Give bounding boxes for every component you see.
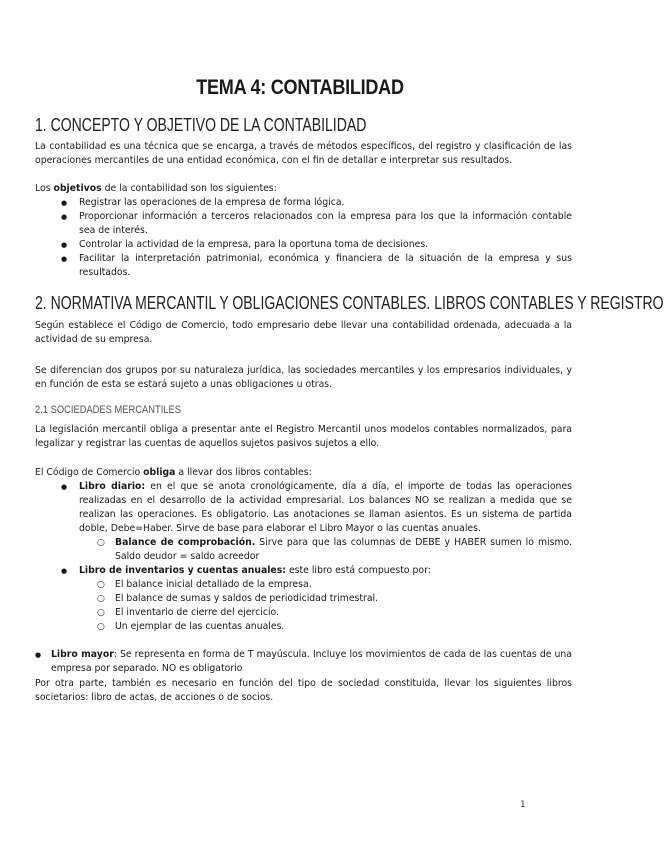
final-paragraph: Por otra parte, también es necesario en función del tipo de sociedad constituida, llevar los siguientes libros societarios: libro de actas, de acciones o de socios. bbox=[35, 678, 572, 703]
list-item-libro-inventarios bbox=[35, 564, 572, 578]
libro-mayor-label: Libro mayor bbox=[51, 649, 114, 660]
balance-text: Sirve para que las columnas de DEBE y HABER sumen lo mismo. Saldo deudor = saldo acreedor bbox=[115, 537, 572, 562]
list-item: ● Controlar la actividad de la empresa, para la oportuna toma de decisiones. bbox=[35, 238, 572, 252]
balance-label: Balance de comprobación. bbox=[115, 537, 256, 548]
objectives-suffix: de la contabilidad son los siguientes: bbox=[101, 183, 277, 194]
section-2-paragraph-2: Se diferencian dos grupos por su naturaleza jurídica, las sociedades mercantiles y los empresarios individuales, y en función de esta se estará sujeto a unas obligaciones u otras. bbox=[35, 365, 572, 390]
code-prefix: El Código de Comercio bbox=[35, 467, 144, 478]
list-item: ● Proporcionar información a terceros relacionados con la empresa para los que la información contable sea de interés. bbox=[35, 210, 572, 238]
libro-mayor-text: : Se representa en forma de T mayúscula. Incluye los movimientos de cada de las cuentas de una empresa por separado. NO es obligatorio bbox=[51, 649, 572, 674]
code-suffix: a llevar dos libros contables: bbox=[175, 467, 312, 478]
list-item-balance bbox=[35, 536, 572, 564]
document-title: TEMA 4: CONTABILIDAD bbox=[196, 76, 404, 99]
list-item: ○ El balance inicial detallado de la empresa. bbox=[35, 578, 572, 592]
objectives-prefix: Los bbox=[35, 183, 54, 194]
list-item: ○ El balance de sumas y saldos de periodicidad trimestral. bbox=[35, 592, 572, 606]
libro-diario-label: Libro diario: bbox=[79, 481, 146, 492]
objectives-intro bbox=[35, 182, 572, 196]
subsection-heading: 2.1 SOCIEDADES MERCANTILES bbox=[35, 404, 182, 416]
libro-inventarios-label: Libro de inventarios y cuentas anuales: bbox=[79, 565, 286, 576]
section-2-heading: 2. NORMATIVA MERCANTIL Y OBLIGACIONES CONTABLES. LIBROS CONTABLES Y REGISTRO bbox=[35, 293, 664, 313]
libro-diario-text: en el que se anota cronológicamente, día a día, el importe de todas las operaciones realizadas en el desarrollo de la actividad empresarial. Los balances NO se realizan a medida que se realizan las operaciones. Es obligatorio. Las anotaciones se llaman asientos. Es un sistema de partida doble, Debe=Haber. Sirve de base para elaborar el Libro Mayor o las cuentas anuales. bbox=[79, 481, 572, 534]
code-bold: obliga bbox=[143, 467, 176, 478]
libro-mayor-list bbox=[35, 648, 572, 676]
code-obligation-text bbox=[35, 466, 572, 480]
list-item: ○ Un ejemplar de las cuentas anuales. bbox=[35, 620, 572, 634]
page-number: 1 bbox=[520, 800, 526, 810]
list-item-libro-mayor bbox=[35, 648, 572, 676]
list-item-libro-diario bbox=[35, 480, 572, 536]
section-2-paragraph-1: Según establece el Código de Comercio, todo empresario debe llevar una contabilidad ordenada, adecuada a la actividad de su empresa. bbox=[35, 320, 572, 345]
list-item: ○ El inventario de cierre del ejercicio. bbox=[35, 606, 572, 620]
books-list bbox=[35, 480, 572, 634]
libro-inventarios-text: este libro está compuesto por: bbox=[285, 565, 431, 576]
list-item: ● Facilitar la interpretación patrimonial, económica y financiera de la situación de la empresa y sus resultados. bbox=[35, 252, 572, 280]
list-item: ● Registrar las operaciones de la empresa de forma lógica. bbox=[35, 196, 572, 210]
objectives-list bbox=[35, 196, 572, 280]
section-2-paragraph-3: La legislación mercantil obliga a presentar ante el Registro Mercantil unos modelos contables normalizados, para legalizar y registrar las cuentas de aquellos sujetos pasivos sujetos a ello. bbox=[35, 424, 572, 449]
section-1-heading: 1. CONCEPTO Y OBJETIVO DE LA CONTABILIDAD bbox=[35, 115, 367, 135]
section-1-intro: La contabilidad es una técnica que se encarga, a través de métodos específicos, del registro y clasificación de las operaciones mercantiles de una entidad económica, con el fin de detallar e interpretar sus resultados. bbox=[35, 141, 572, 166]
objectives-bold: objetivos bbox=[53, 183, 102, 194]
